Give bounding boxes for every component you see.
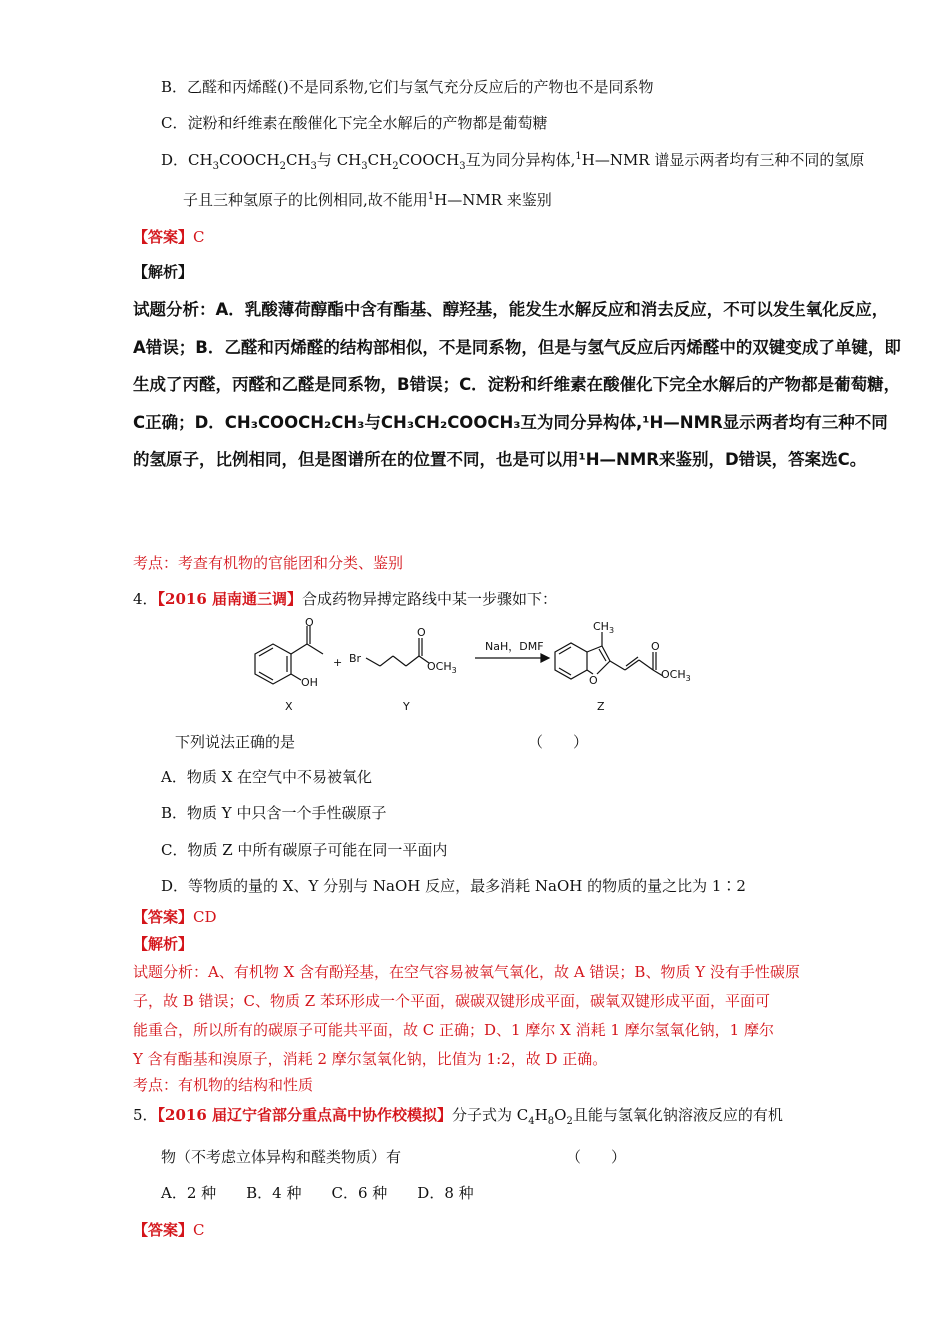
q3-answer [133,227,205,247]
q5-stem: 5．【2016 届辽宁省部分重点高中协作校模拟】分子式为 $C_4H_8O_2$且能与氢氧化钠溶液反应的有机 [133,1106,783,1127]
answer-label: 【答案】 [133,1221,194,1239]
q4-option-a: A．物质 X 在空气中不易被氧化 [161,768,373,786]
q3-option-d-continued: 子且三种氢原子的比例相同,故不能用$^1$H—NMR 来鉴别 [183,191,552,209]
answer-value: C [193,228,205,246]
q4-option-c: C．物质 Z 中所有碳原子可能在同一平面内 [161,841,448,859]
q5-choice-d: D．8 种 [417,1184,474,1202]
answer-label: 【答案】 [133,908,194,926]
methoxy-z-label: $OCH_3$ [661,668,691,683]
reaction-scheme [225,618,715,728]
methoxy-y-label: $OCH_3$ [427,660,457,675]
bromine-label: Br [349,652,362,665]
answer-label: 【答案】 [133,228,194,246]
plus-sign: + [333,656,343,669]
q3-option-b: B．乙醛和丙烯醛()不是同系物,它们与氢气充分反应后的产物也不是同系物 [161,78,654,96]
q3-option-c: C．淀粉和纤维素在酸催化下完全水解后的产物都是葡萄糖 [161,114,548,132]
q4-kaodian: 考点：有机物的结构和性质 [133,1076,314,1094]
benzene-ring-z [555,643,587,679]
reagents-label: NaH，DMF [485,640,544,653]
question-number: 4． [133,590,158,608]
carbonyl-oxygen-x: O [305,618,314,629]
q3-kaodian: 考点：考查有机物的官能团和分类、鉴别 [133,554,404,572]
q4-prompt: 下列说法正确的是 [175,733,296,751]
q5-answer [133,1220,205,1240]
question-source: 【2016 届南通三调】 [157,590,303,608]
q5-choice-c: C．6 种 [331,1184,388,1202]
answer-value: CD [193,908,217,926]
hydroxyl-label: OH [301,676,318,689]
q4-answer-blank: （ ） [528,733,589,751]
carbonyl-oxygen-y: O [417,626,426,639]
q3-analysis-text: 试题分析：A．乳酸薄荷醇酯中含有酯基、醇羟基，能发生水解反应和消去反应，不可以发生氧化反应，A错误；B．乙醛和丙烯醛的结构部相似，不是同系物，但是与氢气反应后丙烯醛中的双键变成了单键，即生成了丙醛，丙醛和乙醛是同系物，B错误；C．淀粉和纤维素在酸催化下完全水解后的产物都是葡萄糖，C正确；D．CH₃COOCH₂CH₃与CH₃CH₂COOCH₃互为同分异构体,¹H—NMR显示两者均有三种不同的氢原子，比例相同，但是图谱所在的位置不同，也是可以用¹H—NMR来鉴别，D错误，答案选C。 [133,300,901,469]
q4-option-b: B．物质 Y 中只含一个手性碳原子 [161,804,387,822]
compound-x-label: X [285,700,293,713]
q5-answer-blank: （ ） [566,1148,627,1166]
q3-analysis-label: 【解析】 [133,263,194,281]
benzene-ring-x [255,644,291,684]
q5-choice-a: A．2 种 [161,1184,217,1202]
question-number: 5． [133,1106,158,1124]
q5-stem-continued: 物（不考虑立体异构和醛类物质）有 [161,1148,402,1166]
q4-stem: 4．【2016 届南通三调】合成药物异搏定路线中某一步骤如下： [133,590,558,608]
furan-oxygen-label: O [589,674,598,687]
q4-answer [133,907,217,927]
answer-value: C [193,1221,205,1239]
q5-choice-b: B．4 种 [246,1184,302,1202]
compound-y-label: Y [403,700,410,713]
q5-choices [161,1183,504,1203]
carbonyl-oxygen-z: O [651,640,660,653]
question-source: 【2016 届辽宁省部分重点高中协作校模拟】 [157,1106,453,1124]
q4-analysis-label: 【解析】 [133,935,194,953]
q3-option-d: D．$CH_3COOCH_2CH_3$与 $CH_3CH_2COOCH_3$互为同分异构体,$^1$H—NMR 谱显示两者均有三种不同的氢原 [161,151,865,172]
compound-z-label: Z [597,700,605,713]
q4-option-d: D．等物质的量的 X、Y 分别与 NaOH 反应，最多消耗 NaOH 的物质的量之比为 1∶2 [161,877,746,895]
methyl-z-label: $CH_3$ [593,620,615,635]
q4-analysis-text: 试题分析：A、有机物 X 含有酚羟基，在空气容易被氧气氧化，故 A 错误；B、物质 Y 没有手性碳原 子，故 B 错误；C、物质 Z 苯环形成一个平面，碳碳双键形成平面，碳氧双键形成平面，平面可 能重合，所以所有的碳原子可能共平面，故 C 正确；D、1 摩尔 X 消耗 1 摩尔氢氧化钠，1 摩尔 Y 含有酯基和溴原子，消耗 2 摩尔氢氧化钠，比值为 1:2，故 D 正确。 [133,963,800,1068]
